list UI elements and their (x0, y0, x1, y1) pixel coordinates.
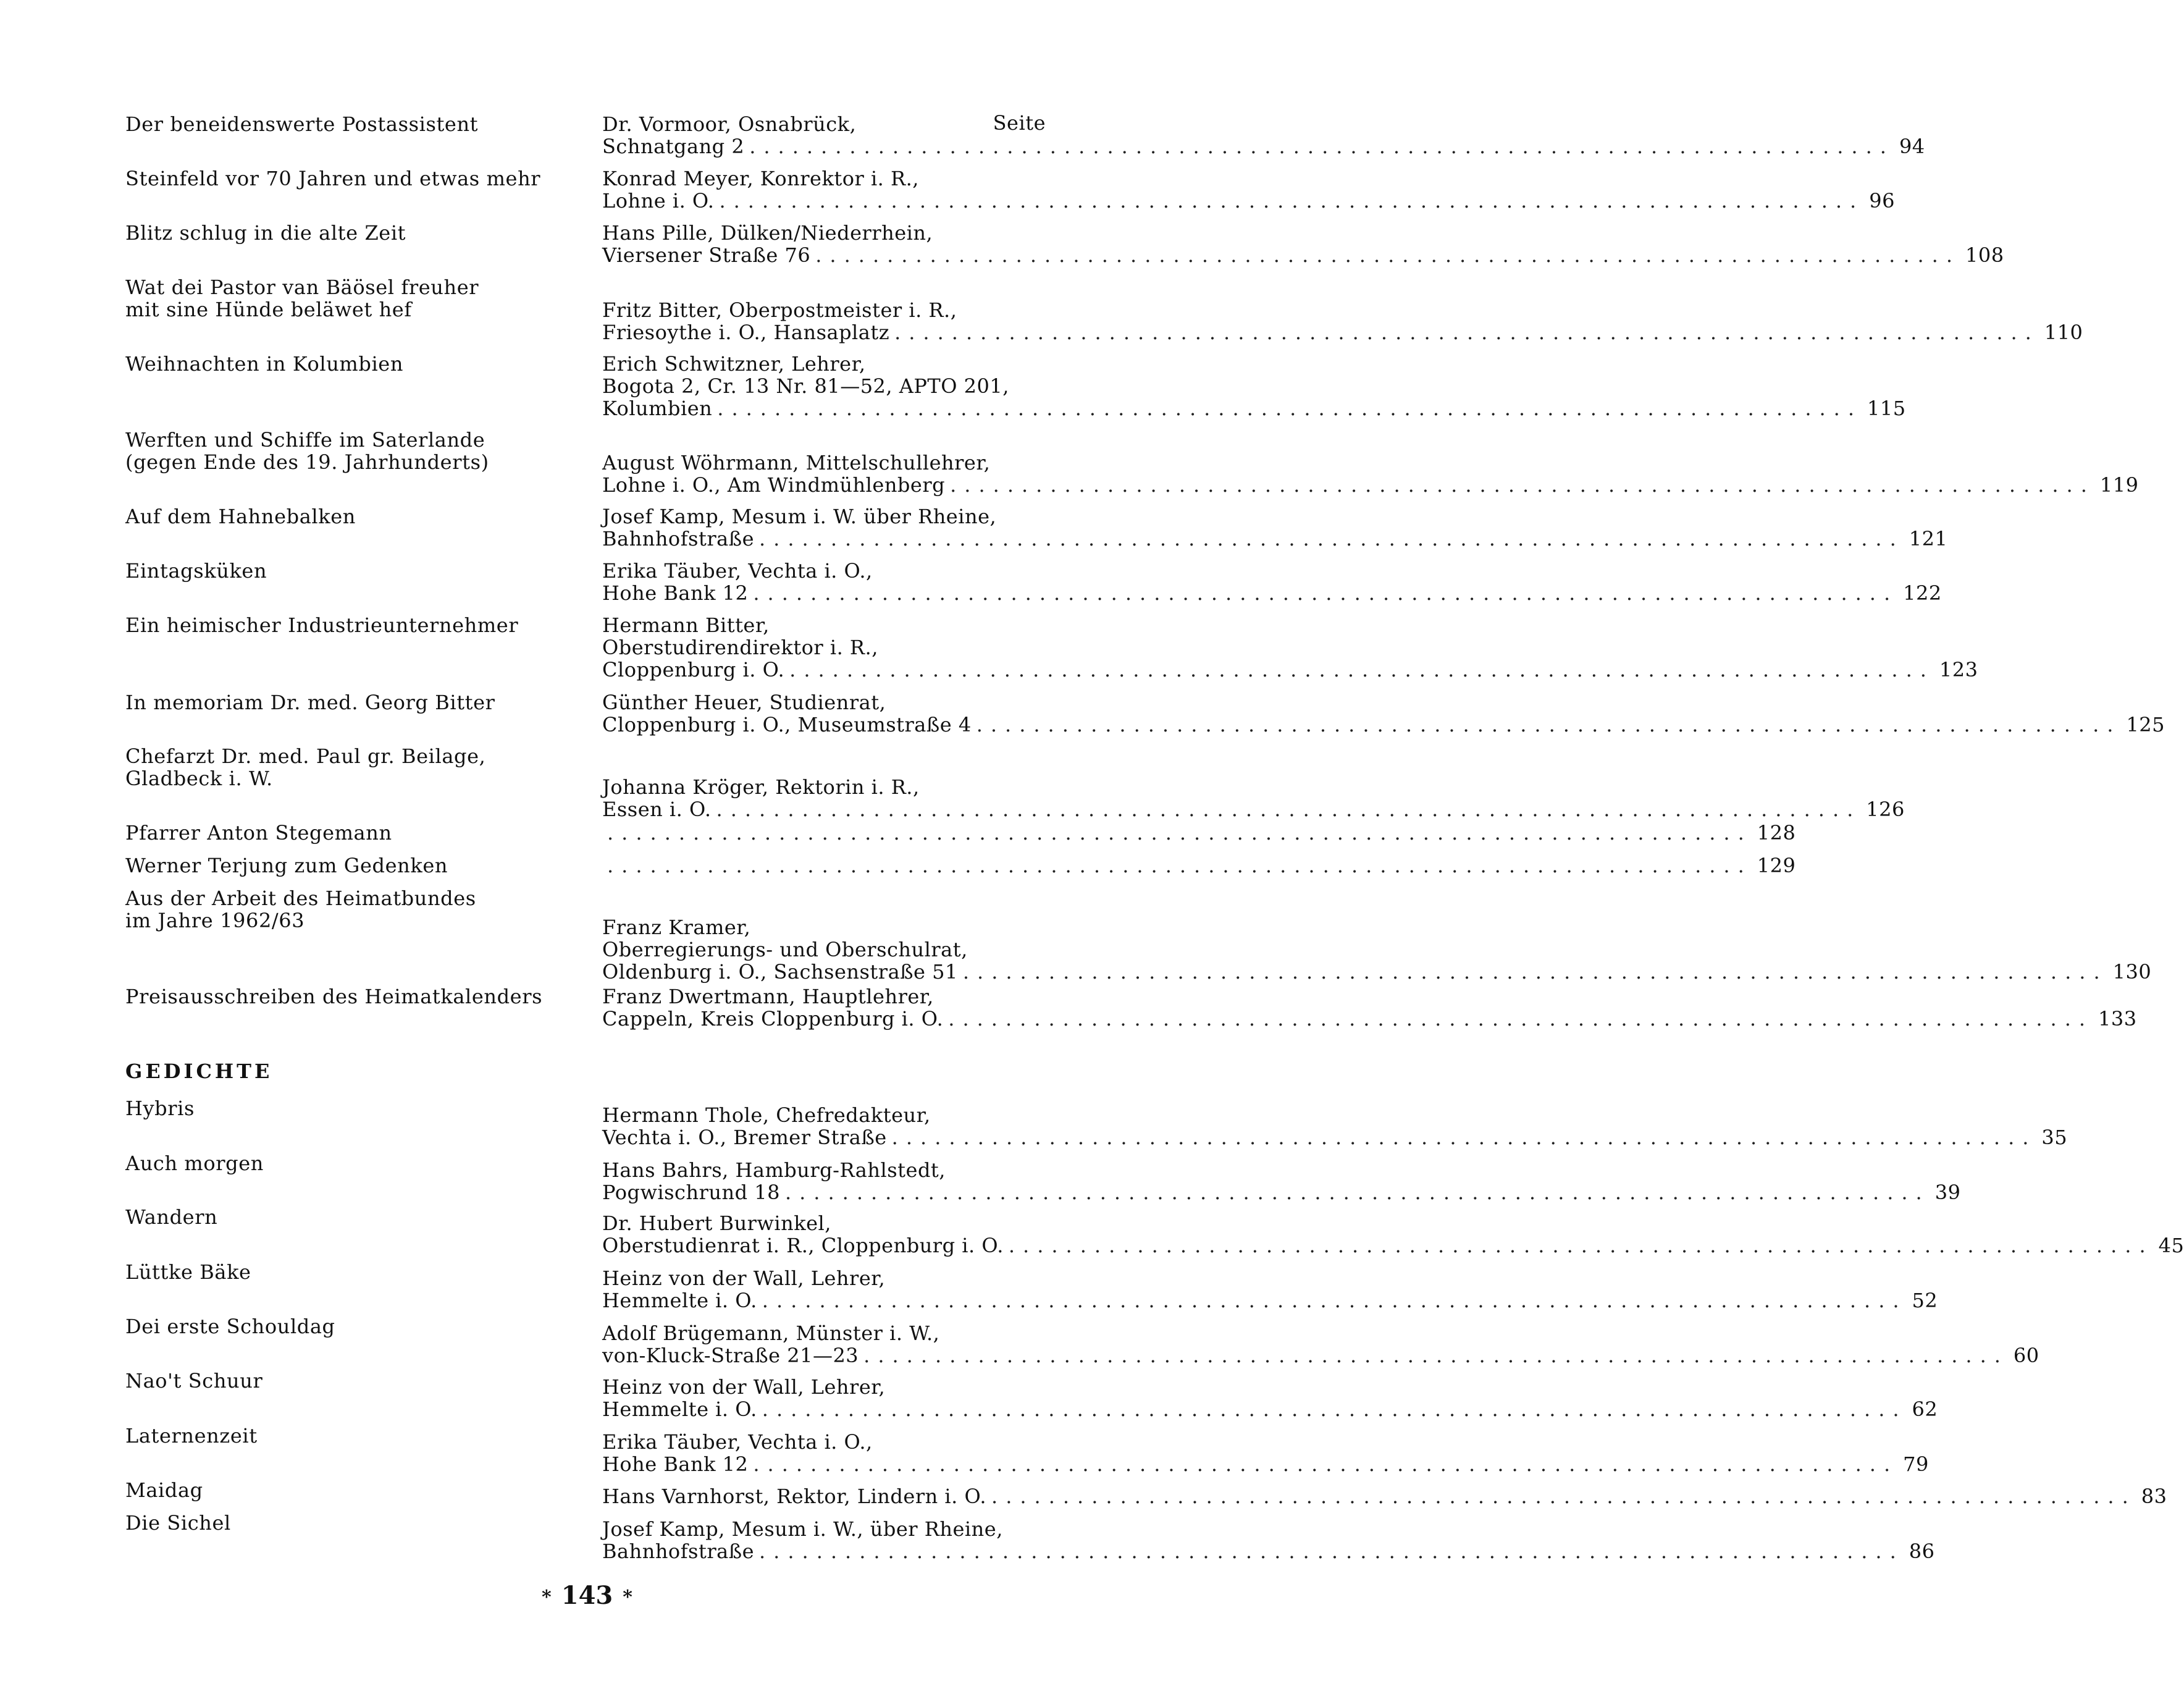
author-line (602, 581, 1942, 605)
toc-entry-title: Dei erste Schouldag (125, 1315, 335, 1338)
toc-entry-page: 35 (2041, 1126, 2068, 1149)
author-line (602, 713, 2165, 736)
author-line-text: Hermann Bitter, (602, 613, 770, 637)
dot-leader: ................................................................................ (759, 527, 1904, 550)
author-line (602, 938, 1047, 961)
author-line-text: Hermann Thole, Chefredakteur, (602, 1103, 931, 1127)
dot-leader: ................................................................................ (962, 960, 2108, 984)
toc-entry-page: 96 (1869, 189, 1895, 213)
author-line (602, 189, 1895, 213)
toc-entry-author (602, 916, 2152, 984)
author-line-text: Schnatgang 2 (602, 135, 745, 158)
author-line-text: Adolf Brügemann, Münster i. W., (602, 1321, 940, 1345)
dot-leader: ................................................................................ (991, 1485, 2136, 1508)
page-footer (0, 1581, 1174, 1610)
author-line-text: Lohne i. O. (602, 189, 715, 213)
toc-entry-author (602, 1267, 1938, 1312)
author-line (602, 321, 2083, 344)
author-line-text: Cloppenburg i. O., Museumstraße 4 (602, 713, 972, 736)
author-line (602, 222, 1047, 244)
author-line (602, 1485, 2167, 1508)
toc-entry-page: 123 (1939, 658, 1978, 681)
toc-entry-author (602, 1103, 2068, 1149)
dot-leader: ................................................................................ (759, 1540, 1904, 1563)
toc-entry-author (602, 559, 1942, 605)
author-line (602, 353, 1047, 375)
page-column-header: Seite (993, 111, 1046, 135)
author-line (602, 916, 1047, 938)
toc-entry-author (602, 985, 2137, 1031)
author-line-text: Hans Bahrs, Hamburg-Rahlstedt, (602, 1158, 946, 1182)
toc-entry-page: 62 (1912, 1397, 1938, 1421)
toc-entry-author (602, 298, 2083, 344)
author-line-text: Cappeln, Kreis Cloppenburg i. O. (602, 1007, 944, 1031)
toc-entry-page: 115 (1867, 397, 1906, 420)
author-line (602, 1159, 1047, 1181)
toc-entry-title: Werften und Schiffe im Saterlande (gegen Ende des 19. Jahrhunderts) (125, 428, 489, 474)
author-line (602, 135, 1925, 158)
toc-entry-author (602, 112, 1925, 158)
toc-entry-title: Auch morgen (125, 1152, 264, 1175)
toc-entry-title: Eintagsküken (125, 559, 267, 583)
author-line-text: Dr. Hubert Burwinkel, (602, 1212, 831, 1235)
toc-entry-author (602, 691, 2165, 736)
toc-entry-page: 60 (2013, 1344, 2039, 1367)
author-line-text: Konrad Meyer, Konrektor i. R., (602, 167, 919, 190)
author-line-text: Hemmelte i. O. (602, 1397, 757, 1421)
author-line (602, 658, 1978, 681)
author-line-text: Hans Varnhorst, Rektor, Lindern i. O. (602, 1485, 987, 1508)
toc-entry-author (602, 1158, 1961, 1204)
dot-leader: ................................................................................ (607, 821, 1752, 845)
author-line (602, 776, 1047, 798)
author-line-text: Erika Täuber, Vechta i. O., (602, 559, 873, 583)
toc-entry-page: 122 (1903, 581, 1942, 605)
author-line (602, 375, 1047, 397)
author-line (602, 1181, 1961, 1204)
toc-entry-title: Auf dem Hahnebalken (125, 505, 356, 528)
dot-leader: ................................................................................ (894, 321, 2039, 344)
author-line-text: Essen i. O. (602, 798, 712, 821)
author-line-text: Günther Heuer, Studienrat, (602, 691, 886, 714)
author-line-text: Fritz Bitter, Oberpostmeister i. R., (602, 298, 957, 322)
author-line (602, 1289, 1938, 1312)
author-line-text: Kolumbien (602, 397, 713, 420)
dot-leader: ................................................................................ (749, 135, 1894, 158)
author-line (602, 452, 1047, 474)
dot-leader: ................................................................................ (719, 189, 1865, 213)
toc-entry-title: Wat dei Pastor van Bäösel freuher mit sine Hünde beläwet hef (125, 276, 479, 321)
author-line (602, 636, 1047, 659)
author-line-text: Erika Täuber, Vechta i. O., (602, 1430, 873, 1454)
toc-entry-author (602, 854, 1796, 877)
author-line-text: Oberstudirendirektor i. R., (602, 636, 878, 659)
toc-entry-page: 130 (2112, 960, 2152, 984)
author-line (602, 473, 2139, 497)
author-line (602, 1212, 1047, 1234)
author-line-text: von-Kluck-Straße 21—23 (602, 1344, 859, 1367)
author-line-text: Heinz von der Wall, Lehrer, (602, 1267, 886, 1290)
author-line-text: Cloppenburg i. O. (602, 658, 785, 681)
toc-entry-page: 121 (1909, 527, 1948, 550)
author-line (602, 505, 1047, 528)
dot-leader: ................................................................................ (753, 581, 1899, 605)
toc-entry-title: Der beneidenswerte Postassistent (125, 112, 479, 136)
dot-leader: ................................................................................ (976, 713, 2122, 736)
dot-leader: ................................................................................ (789, 658, 1934, 681)
page-number: 143 (561, 1581, 613, 1610)
author-line-text: Oberregierungs- und Oberschulrat, (602, 938, 968, 961)
toc-entry-author (602, 167, 1895, 213)
author-line-text: Hohe Bank 12 (602, 581, 749, 605)
author-line (602, 1267, 1047, 1289)
toc-entry-page: 39 (1934, 1181, 1961, 1204)
dot-leader: ................................................................................ (1008, 1234, 2154, 1257)
toc-entry-title: Lüttke Bäke (125, 1260, 251, 1284)
author-line (602, 397, 1906, 420)
toc-entry-author (602, 1321, 2039, 1367)
author-line (602, 985, 1047, 1008)
toc-entry-author (602, 1485, 2167, 1508)
author-line (602, 1007, 2137, 1031)
author-line (602, 821, 1796, 845)
author-line-text: Johanna Kröger, Rektorin i. R., (602, 775, 920, 799)
dot-leader: ................................................................................ (762, 1397, 1907, 1421)
author-line-text: Bogota 2, Cr. 13 Nr. 81—52, APTO 201, (602, 374, 1009, 398)
author-line-text: Josef Kamp, Mesum i. W., über Rheine, (602, 1517, 1003, 1541)
toc-entry-title: Chefarzt Dr. med. Paul gr. Beilage, Gladbeck i. W. (125, 744, 486, 790)
author-line-text: Bahnhofstraße (602, 1540, 754, 1563)
dot-leader: ................................................................................ (784, 1181, 1930, 1204)
author-line (602, 798, 1905, 821)
author-line-text: Vechta i. O., Bremer Straße (602, 1126, 887, 1149)
section-heading-gedichte: GEDICHTE (125, 1060, 273, 1083)
toc-entry-author (602, 613, 1978, 681)
author-line (602, 614, 1047, 636)
author-line-text: Hemmelte i. O. (602, 1289, 757, 1312)
author-line (602, 1376, 1047, 1398)
author-line-text: Erich Schwitzner, Lehrer, (602, 352, 866, 376)
dot-leader: ................................................................................ (753, 1452, 1899, 1476)
author-line-text: Viersener Straße 76 (602, 243, 811, 267)
author-line-text: Hans Pille, Dülken/Niederrhein, (602, 221, 933, 245)
toc-entry-title: Pfarrer Anton Stegemann (125, 821, 392, 845)
toc-entry-author (602, 1375, 1938, 1421)
toc-entry-page: 129 (1757, 854, 1796, 877)
toc-entry-page: 126 (1866, 798, 1905, 821)
author-line-text: Bahnhofstraße (602, 527, 754, 550)
toc-entry-title: Nao't Schuur (125, 1369, 263, 1393)
toc-entry-title: In memoriam Dr. med. Georg Bitter (125, 691, 495, 714)
toc-entry-page: 94 (1899, 135, 1925, 158)
toc-entry-title: Steinfeld vor 70 Jahren und etwas mehr (125, 167, 541, 190)
toc-entry-title: Preisausschreiben des Heimatkalenders (125, 985, 543, 1008)
dot-leader: ................................................................................ (950, 473, 2095, 497)
toc-entry-page: 110 (2044, 321, 2083, 344)
dot-leader: ................................................................................ (891, 1126, 2037, 1149)
toc-entry-title: Weihnachten in Kolumbien (125, 352, 404, 376)
author-line-text: Lohne i. O., Am Windmühlenberg (602, 473, 946, 497)
author-line (602, 960, 2152, 984)
toc-entry-page: 125 (2126, 713, 2165, 736)
author-line-text: Oberstudienrat i. R., Cloppenburg i. O. (602, 1234, 1004, 1257)
author-line-text: Franz Dwertmann, Hauptlehrer, (602, 985, 934, 1008)
toc-entry-page: 119 (2099, 473, 2139, 497)
author-line (602, 243, 2004, 267)
toc-entry-author (602, 352, 1906, 420)
author-line (602, 1344, 2039, 1367)
toc-entry-page: 108 (1965, 243, 2004, 267)
toc-entry-page: 52 (1912, 1289, 1938, 1312)
author-line (602, 167, 1047, 190)
author-line (602, 299, 1047, 321)
author-line (602, 1431, 1047, 1453)
star-ornament-right: * (623, 1587, 632, 1608)
author-line (602, 1126, 2068, 1149)
author-line (602, 854, 1796, 877)
dot-leader: ................................................................................ (762, 1289, 1907, 1312)
author-line (602, 1452, 1929, 1476)
toc-entry-author (602, 221, 2004, 267)
author-line (602, 1234, 2184, 1257)
author-line (602, 1322, 1047, 1344)
author-line (602, 527, 1948, 550)
toc-entry-page: 128 (1757, 821, 1796, 845)
toc-entry-title: Laternenzeit (125, 1424, 258, 1448)
toc-entry-page: 133 (2098, 1007, 2137, 1031)
toc-entry-title: Die Sichel (125, 1511, 231, 1535)
author-line (602, 1518, 1047, 1540)
author-line-text: Heinz von der Wall, Lehrer, (602, 1375, 886, 1399)
toc-entry-title: Werner Terjung zum Gedenken (125, 854, 448, 877)
dot-leader: ................................................................................ (948, 1007, 2094, 1031)
toc-entry-page: 79 (1903, 1452, 1929, 1476)
toc-entry-title: Aus der Arbeit des Heimatbundes im Jahre 1962/63 (125, 887, 476, 932)
toc-entry-title: Blitz schlug in die alte Zeit (125, 221, 406, 245)
toc-entry-author (602, 775, 1905, 821)
toc-entry-title: Ein heimischer Industrieunternehmer (125, 613, 519, 637)
toc-entry-author (602, 1517, 1935, 1563)
toc-entry-title: Hybris (125, 1097, 195, 1120)
dot-leader: ................................................................................ (863, 1344, 2009, 1367)
author-line (602, 560, 1047, 582)
dot-leader: ................................................................................ (815, 243, 1960, 267)
author-line-text: Friesoythe i. O., Hansaplatz (602, 321, 890, 344)
toc-entry-author (602, 1212, 2184, 1257)
toc-entry-author (602, 451, 2139, 497)
star-ornament-left: * (542, 1587, 552, 1608)
toc-entry-author (602, 505, 1948, 550)
author-line-text: Franz Kramer, (602, 916, 751, 939)
author-line (602, 691, 1047, 714)
toc-entry-page: 86 (1909, 1540, 1935, 1563)
toc-entry-author (602, 821, 1796, 845)
author-line-text: Josef Kamp, Mesum i. W. über Rheine, (602, 505, 997, 528)
author-line-text: Hohe Bank 12 (602, 1452, 749, 1476)
toc-entry-page: 45 (2158, 1234, 2184, 1257)
author-line (602, 1397, 1938, 1421)
author-line-text: August Wöhrmann, Mittelschullehrer, (602, 451, 991, 474)
toc-entry-title: Maidag (125, 1478, 203, 1502)
author-line (602, 1104, 1047, 1126)
toc-entry-title: Wandern (125, 1205, 218, 1229)
toc-entry-page: 83 (2141, 1485, 2167, 1508)
author-line-text: Oldenburg i. O., Sachsenstraße 51 (602, 960, 958, 984)
author-line-text: Dr. Vormoor, Osnabrück, (602, 112, 857, 136)
toc-entry-author (602, 1430, 1929, 1476)
author-line (602, 1540, 1935, 1563)
author-line (602, 113, 1047, 135)
author-line-text: Pogwischrund 18 (602, 1181, 780, 1204)
dot-leader: ................................................................................ (717, 397, 1863, 420)
dot-leader: ................................................................................ (716, 798, 1862, 821)
dot-leader: ................................................................................ (607, 854, 1752, 877)
